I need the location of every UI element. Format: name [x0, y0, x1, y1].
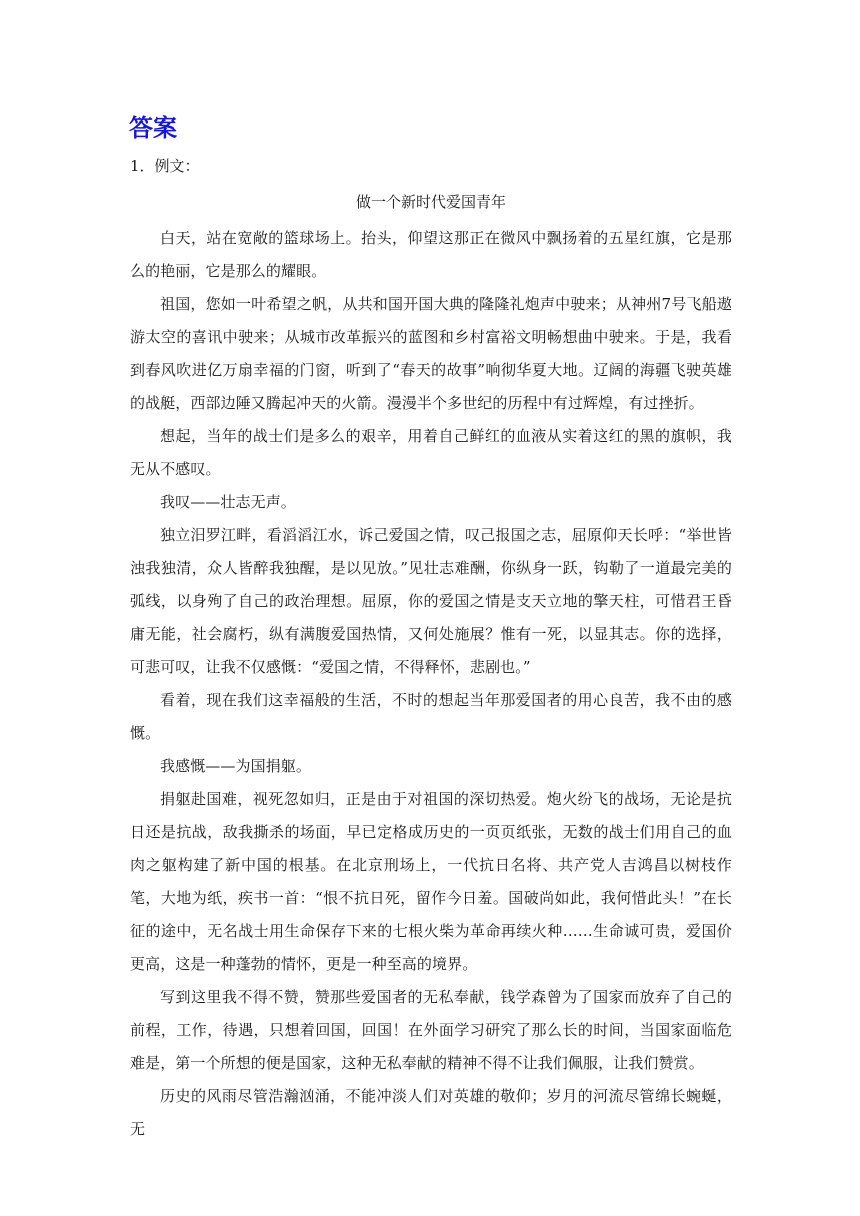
essay-paragraph: 祖国，您如一叶希望之帆，从共和国开国大典的隆隆礼炮声中驶来；从神州7号飞船遨游太空的喜讯中驶来；从城市改革振兴的蓝图和乡村富裕文明畅想曲中驶来。于是，我看到春风吹进亿万扇幸福的门窗，听到了“春天的故事”响彻华夏大地。辽阔的海疆飞驶英雄的战艇，西部边陲又腾起冲天的火箭。漫漫半个多世纪的历程中有过辉煌，有过挫折。	[130, 295, 732, 412]
essay-paragraph: 白天，站在宽敞的篮球场上。抬头，仰望这那正在微风中飘扬着的五星红旗，它是那么的艳丽，它是那么的耀眼。	[130, 229, 732, 280]
essay-paragraph: 我叹——壮志无声。	[160, 493, 296, 511]
essay-paragraph: 想起，当年的战士们是多么的艰辛，用着自己鲜红的血液从实着这红的黑的旗帜，我无从不感叹。	[130, 427, 732, 478]
essay-paragraph: 我感慨——为国捐躯。	[160, 757, 312, 775]
answer-heading: 答案	[129, 114, 177, 142]
essay-title: 做一个新时代爱国青年	[355, 193, 506, 211]
essay-paragraph: 写到这里我不得不赞，赞那些爱国者的无私奉献，钱学森曾为了国家而放弃了自己的前程，工作，待遇，只想着回国，回国！在外面学习研究了那么长的时间，当国家面临危难是，第一个所想的便是国家，这种无私奉献的精神不得不让我们佩服，让我们赞赏。	[130, 988, 732, 1072]
essay-paragraph: 捐躯赴国难，视死忽如归，正是由于对祖国的深切热爱。炮火纷飞的战场，无论是抗日还是抗战，敌我撕杀的场面，早已定格成历史的一页页纸张，无数的战士们用自己的血肉之躯构建了新中国的根基。在北京刑场上，一代抗日名将、共产党人吉鸿昌以树枝作笔，大地为纸，疾书一首：“恨不抗日死，留作今日羞。国破尚如此，我何惜此头！”在长征的途中，无名战士用生命保存下来的七根火柴为革命再续火种……生命诚可贵，爱国价更高，这是一种蓬勃的情怀，更是一种至高的境界。	[130, 790, 732, 973]
essay-paragraph: 看着，现在我们这幸福般的生活，不时的想起当年那爱国者的用心良苦，我不由的感慨。	[130, 691, 732, 742]
essay-paragraph: 独立汨罗江畔，看滔滔江水，诉己爱国之情，叹己报国之志，屈原仰天长呼：“举世皆浊我独清，众人皆醉我独醒，是以见放。”见壮志难酬，你纵身一跃，钩勒了一道最完美的弧线，以身殉了自己的政治理想。屈原，你的爱国之情是支天立地的擎天柱，可惜君王昏庸无能，社会腐朽，纵有满腹爱国热情，又何处施展？惟有一死，以显其志。你的选择，可悲可叹，让我不仅感慨：“爱国之情，不得释怀，悲剧也。”	[130, 526, 732, 676]
essay-paragraph: 历史的风雨尽管浩瀚汹涌，不能冲淡人们对英雄的敬仰；岁月的河流尽管绵长蜿蜒，无	[130, 1087, 732, 1138]
question-label: 1．例文：	[130, 157, 200, 175]
answer-section	[130, 110, 732, 1146]
